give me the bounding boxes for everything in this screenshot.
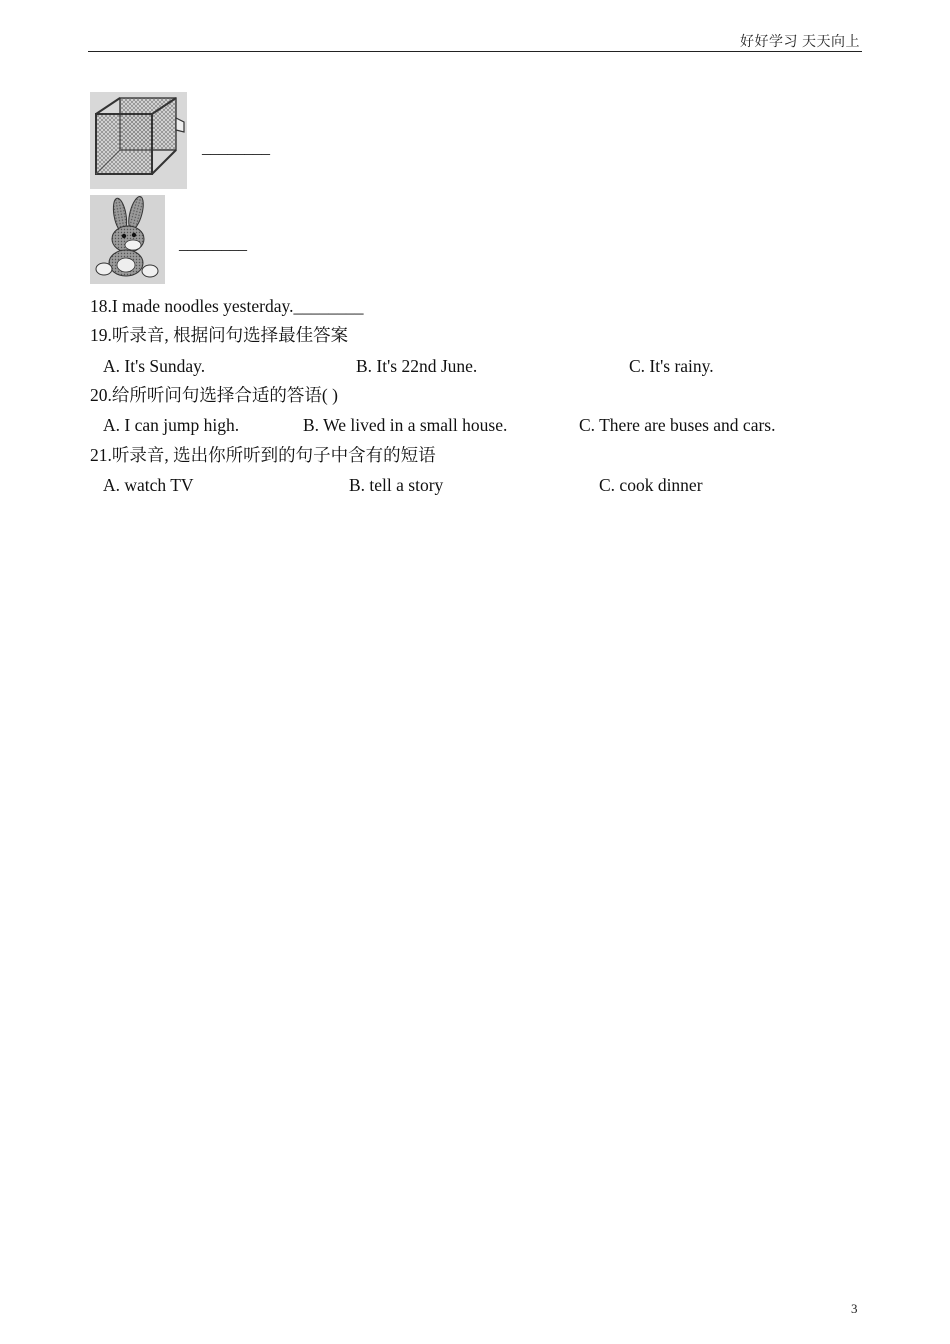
question-20	[90, 384, 338, 406]
question-19	[90, 324, 348, 346]
question-18	[90, 295, 363, 317]
option-c[interactable]: C. cook dinner	[599, 475, 703, 495]
option-c[interactable]: C. It's rainy.	[629, 356, 714, 376]
question-number: 21.	[90, 445, 112, 465]
option-b[interactable]: B. We lived in a small house.	[303, 415, 508, 435]
question-number: 19.	[90, 325, 112, 345]
option-a[interactable]: A. I can jump high.	[103, 415, 240, 435]
picture-answer-blank[interactable]: ________	[179, 234, 247, 253]
option-b[interactable]: B. It's 22nd June.	[356, 356, 478, 376]
question-text: 听录音, 根据问句选择最佳答案	[111, 325, 349, 345]
header-motto: 好好学习 天天向上	[740, 35, 860, 50]
option-a[interactable]: A. watch TV	[103, 475, 194, 495]
header-divider	[88, 51, 862, 52]
option-a[interactable]: A. It's Sunday.	[103, 356, 206, 376]
page-number: 3	[851, 1301, 858, 1316]
option-c[interactable]: C. There are buses and cars.	[579, 415, 776, 435]
picture-answer-blank[interactable]: ________	[202, 138, 270, 157]
question-text: I made noodles yesterday.________	[111, 296, 364, 316]
box-picture-icon	[90, 92, 187, 189]
question-number: 20.	[90, 385, 112, 405]
rabbit-picture-icon	[90, 195, 165, 284]
question-number: 18.	[90, 296, 112, 316]
option-b[interactable]: B. tell a story	[349, 475, 444, 495]
question-21	[90, 444, 436, 466]
question-text: 听录音, 选出你所听到的句子中含有的短语	[111, 445, 436, 465]
question-text: 给所听问句选择合适的答语( )	[111, 385, 338, 405]
